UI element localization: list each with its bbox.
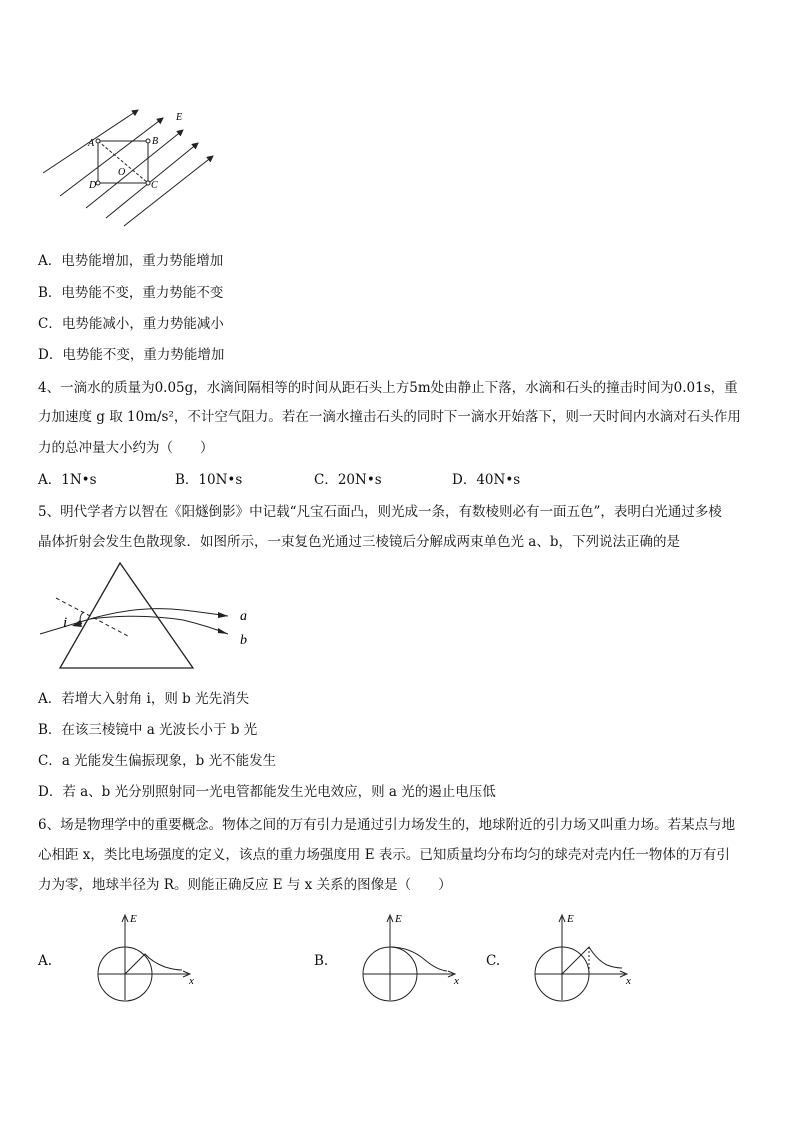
q5-option-a[interactable]: A．若增大入射角 i，则 b 光先消失 <box>38 691 250 707</box>
q4-option-c[interactable]: C．20N•s <box>314 472 382 488</box>
q6-option-b-label[interactable]: B. <box>314 953 329 969</box>
label-a-ray: a <box>240 609 247 624</box>
q3-option-d[interactable]: D．电势能不变，重力势能增加 <box>38 347 225 363</box>
label-a: A <box>88 138 95 149</box>
label-o: O <box>118 167 126 178</box>
q6-graph-c[interactable] <box>527 912 637 1004</box>
label-e: E <box>176 112 183 123</box>
q6-option-a-label[interactable]: A. <box>38 953 53 969</box>
q4-option-d[interactable]: D．40N•s <box>452 472 521 488</box>
q6-stem-line-2: 心相距 x，类比电场强度的定义，该点的重力场强度用 E 表示。已知质量均分布均匀的球壳对壳内任一物体的万有引 <box>38 847 730 863</box>
q4-stem-line-1: 4、一滴水的质量为0.05g，水滴间隔相等的时间从距石头上方5m处由静止下落，水滴和石头的撞击时间为0.01s，重 <box>38 380 738 396</box>
q3-option-c[interactable]: C．电势能减小，重力势能减小 <box>38 316 224 332</box>
axis-label-x: x <box>454 975 459 987</box>
q6-stem-line-3: 力为零，地球半径为 R。则能正确反应 E 与 x 关系的图像是（ ） <box>38 877 452 893</box>
q6-graph-b[interactable] <box>355 912 465 1004</box>
electric-field-diagram <box>38 108 228 228</box>
label-i: i <box>63 615 68 631</box>
axis-label-x: x <box>189 975 194 987</box>
axis-label-e: E <box>395 913 402 925</box>
q5-option-d[interactable]: D．若 a、b 光分别照射同一光电管都能发生光电效应，则 a 光的遏止电压低 <box>38 784 496 800</box>
label-b-ray: b <box>240 633 247 648</box>
q5-option-c[interactable]: C．a 光能发生偏振现象，b 光不能发生 <box>38 753 277 769</box>
q5-stem-line-2: 晶体折射会发生色散现象．如图所示，一束复色光通过三棱镜后分解成两束单色光 a、b，下列说法正确的是 <box>38 534 680 550</box>
axis-label-x: x <box>626 975 631 987</box>
prism-triangle <box>60 563 193 668</box>
field-lines <box>43 110 213 226</box>
prism-diagram <box>38 558 268 673</box>
q5-stem-line-1: 5、明代学者方以智在《阳燧倒影》中记载“凡宝石面凸，则光成一条，有数棱则必有一面五色”，表明白光通过多棱 <box>38 504 722 520</box>
q5-option-b[interactable]: B．在该三棱镜中 a 光波长小于 b 光 <box>38 722 258 738</box>
q3-option-a[interactable]: A．电势能增加，重力势能增加 <box>38 253 224 269</box>
q3-option-b[interactable]: B．电势能不变，重力势能不变 <box>38 285 224 301</box>
q4-stem-line-3: 力的总冲量大小约为（ ） <box>38 440 214 456</box>
label-c: C <box>151 180 158 191</box>
q6-graph-a[interactable] <box>90 912 200 1004</box>
q4-option-a[interactable]: A．1N•s <box>38 472 97 488</box>
label-b: B <box>152 136 159 147</box>
q6-option-c-label[interactable]: C. <box>486 953 501 969</box>
label-d: D <box>89 180 97 191</box>
axis-label-e: E <box>567 913 574 925</box>
q6-stem-line-1: 6、场是物理学中的重要概念。物体之间的万有引力是通过引力场发生的，地球附近的引力场又叫重力场。若某点与地 <box>38 817 736 833</box>
q4-option-b[interactable]: B．10N•s <box>175 472 243 488</box>
angle-arc <box>80 612 84 624</box>
axis-label-e: E <box>130 913 137 925</box>
q4-stem-line-2: 力加速度 g 取 10m/s²，不计空气阻力。若在一滴水撞击石头的同时下一滴水开始落下，则一天时间内水滴对石头作用 <box>38 409 741 425</box>
